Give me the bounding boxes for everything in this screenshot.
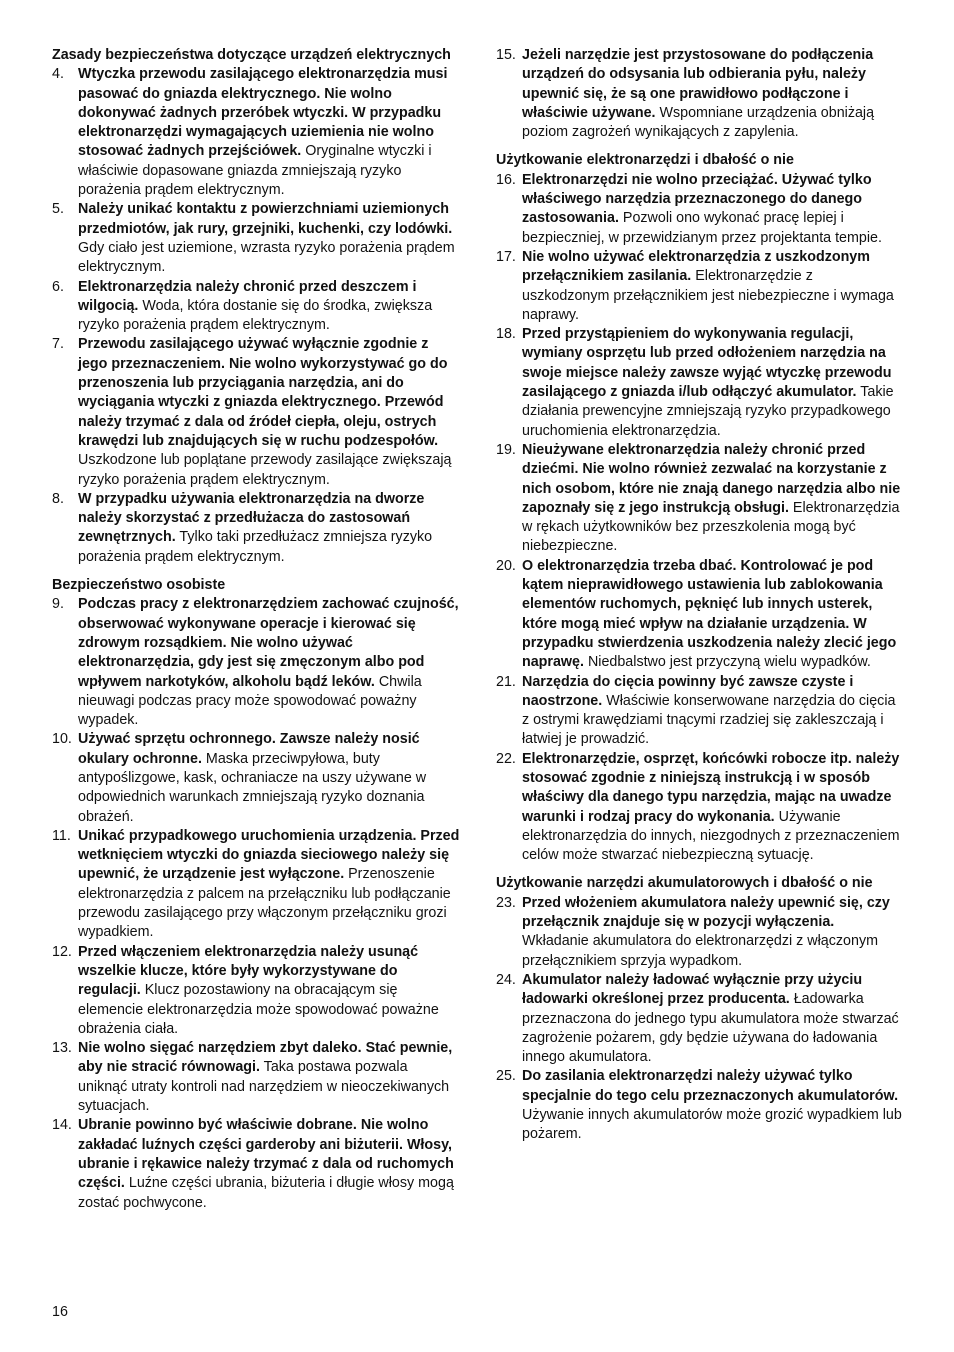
item-number: 23.: [496, 894, 516, 911]
list-item: [496, 894, 904, 971]
item-explanation: Takie działania prewencyjne zmniejszają ryzyko przypadkowego uruchomienia elektronarzędzia.: [522, 384, 894, 439]
item-instruction: Przed przystąpieniem do wykonywania regulacji, wymiany osprzętu lub przed odłożeniem narzędzia na swoje miejsce należy zawsze wyjąć wtyczkę przewodu zasilającego z gniazda i/lub odłączyć akumulator.: [522, 326, 892, 401]
item-number: 15.: [496, 47, 516, 63]
item-number: 9.: [52, 596, 64, 613]
item-number: 17.: [496, 248, 516, 265]
section-heading: Użytkowanie elektronarzędzi i dbałość o nie: [496, 152, 794, 169]
item-instruction: Podczas pracy z elektronarzędziem zachować czujność, obserwować wykonywane operacje i kierować się zdrowym rozsądkiem. Nie wolno używać elektronarzędzia, gdy jest się zmęczonym albo pod wpływem narkotyków, alkoholu bądź leków.: [78, 596, 459, 690]
item-instruction: Nie wolno używać elektronarzędzia z uszkodzonym przełącznikiem zasilania.: [522, 248, 870, 285]
item-instruction: Unikać przypadkowego uruchomienia urządzenia. Przed wetknięciem wtyczki do gniazda sieciowego należy się upewnić, że urządzenie jest wyłączone.: [78, 827, 460, 883]
item-number: 18.: [496, 326, 516, 343]
item-number: 24.: [496, 971, 516, 988]
item-number: 19.: [496, 441, 516, 458]
item-explanation: Chwila nieuwagi podczas pracy może spowodować poważny wypadek.: [78, 673, 422, 729]
item-number: 7.: [52, 336, 64, 353]
page-number: 16: [52, 1304, 68, 1320]
list-item: [52, 65, 460, 200]
item-number: 6.: [52, 278, 64, 295]
item-explanation: Używanie elektronarzędzia do innych, niezgodnych z przeznaczeniem celów może stwarzać niebezpieczną sytuację.: [522, 808, 900, 864]
list-item: [52, 200, 460, 277]
item-instruction: Akumulator należy ładować wyłącznie przy użyciu ładowarki określonej przez producenta.: [522, 971, 863, 1008]
item-explanation: Wspomniane urządzenia obniżają poziom zagrożeń wynikających z zapylenia.: [522, 104, 875, 141]
item-explanation: Elektronarzędzia w rękach użytkowników bez przeszkolenia mogą być niebezpieczne.: [522, 499, 900, 555]
item-explanation: Uszkodzone lub poplątane przewody zasilające zwiększają ryzyko porażenia prądem elektrycznym.: [78, 452, 452, 488]
item-instruction: Elektronarzędzi nie wolno przeciążać. Używać tylko właściwego narzędzia przeznaczonego do danego zastosowania.: [522, 171, 872, 227]
item-instruction: Do zasilania elektronarzędzi należy używać tylko specjalnie do tego celu przeznaczonych akumulatorów.: [522, 1068, 899, 1104]
list-item: [52, 1116, 460, 1212]
right-column: [496, 46, 904, 1145]
item-instruction: Należy unikać kontaktu z powierzchniami uziemionych przedmiotów, jak rury, grzejniki, kuchenki, czy lodówki.: [78, 201, 453, 237]
item-explanation: Niedbalstwo jest przyczyną wielu wypadków.: [583, 654, 871, 671]
item-instruction: Ubranie powinno być właściwie dobrane. Nie wolno zakładać luźnych części garderoby ani biżuterii. Włosy, ubranie i rękawice należy trzymać z dala od ruchomych części.: [78, 1117, 454, 1192]
item-number: 11.: [52, 827, 71, 844]
list-item: [496, 1067, 904, 1144]
item-instruction: Wtyczka przewodu zasilającego elektronarzędzia musi pasować do gniazda elektrycznego. Nie wolno dokonywać żadnych przeróbek wtyczki. W przypadku elektronarzędzi wymagających uziemienia nie wolno stosować żadnych przejściówek.: [78, 66, 448, 160]
list-item: [52, 595, 460, 730]
item-explanation: Luźne części ubrania, biżuteria i długie włosy mogą zostać pochwycone.: [78, 1175, 454, 1211]
section-heading: Użytkowanie narzędzi akumulatorowych i dbałość o nie: [496, 875, 873, 892]
item-number: 4.: [52, 66, 64, 83]
item-explanation: Woda, która dostanie się do środka, zwiększa ryzyko porażenia prądem elektrycznym.: [78, 297, 433, 334]
item-number: 16.: [496, 171, 516, 188]
item-explanation: Gdy ciało jest uziemione, wzrasta ryzyko porażenia prądem elektrycznym.: [78, 239, 455, 276]
item-number: 22.: [496, 750, 516, 767]
list-item: [496, 557, 904, 673]
item-instruction: O elektronarzędzia trzeba dbać. Kontrolować je pod kątem nieprawidłowego ustawienia lub zablokowania elementów ruchomych, pęknięć lub innych usterek, które mogą mieć wpływ na działanie urządzenia. W przypadku stwierdzenia uszkodzenia należy zlecić jego naprawę.: [522, 557, 897, 671]
list-item: [496, 325, 904, 441]
item-instruction: Elektronarzędzia należy chronić przed deszczem i wilgocią.: [78, 278, 417, 314]
list-item: [496, 673, 904, 750]
item-number: 5.: [52, 201, 64, 218]
list-item: [496, 971, 904, 1067]
item-instruction: Przed włączeniem elektronarzędzia należy usunąć wszelkie klucze, które były wykorzystywane do regulacji.: [78, 943, 419, 999]
item-instruction: Przed włożeniem akumulatora należy upewnić się, czy przełącznik znajduje się w pozycji wyłączenia.: [522, 894, 890, 931]
item-number: 21.: [496, 673, 516, 690]
item-number: 25.: [496, 1068, 516, 1085]
item-instruction: Używać sprzętu ochronnego. Zawsze należy nosić okulary ochronne.: [78, 731, 420, 767]
list-item: [52, 730, 460, 826]
list-item: [496, 441, 904, 557]
item-number: 10.: [52, 731, 72, 748]
list-item: [496, 248, 904, 325]
item-number: 8.: [52, 490, 64, 507]
item-explanation: Używanie innych akumulatorów może grozić wypadkiem lub pożarem.: [522, 1107, 902, 1143]
item-explanation: Pozwoli ono wykonać pracę lepiej i bezpieczniej, w przewidzianym przez projektanta tempie.: [522, 210, 882, 246]
item-explanation: Maska przeciwpyłowa, buty antypoślizgowe, kask, ochraniacze na uszy używane w odpowiednich warunkach zmniejszają ryzyko doznania obrażeń.: [78, 750, 427, 825]
item-number: 20.: [496, 557, 516, 574]
section-heading: Bezpieczeństwo osobiste: [52, 577, 226, 594]
item-number: 13.: [52, 1040, 72, 1057]
item-instruction: W przypadku używania elektronarzędzia na dworze należy skorzystać z przedłużacza do zastosowań zewnętrznych.: [78, 490, 425, 546]
item-instruction: Przewodu zasilającego używać wyłącznie zgodnie z jego przeznaczeniem. Nie wolno wykorzystywać go do przenoszenia lub przyciągania narzędzia, ani do wyciągania wtyczki z gniazda elektrycznego. Przewód należy trzymać z dala od źródeł ciepła, oleju, ostrych krawędzi lub znajdujących się w ruchu podzespołów.: [78, 336, 448, 449]
item-explanation: Wkładanie akumulatora do elektronarzędzi z włączonym przełącznikiem sprzyja wypadkom.: [522, 933, 878, 969]
list-item: [52, 490, 460, 567]
item-explanation: Ładowarka przeznaczona do jednego typu akumulatora może stwarzać zagrożenie pożarem, gdy będzie używana do ładowania innego akumulatora.: [522, 991, 899, 1066]
item-instruction: Elektronarzędzie, osprzęt, końcówki robocze itp. należy stosować zgodnie z niniejszą instrukcją i w sposób właściwy dla danego typu narzędzia, mając na uwadze warunki i rodzaj pracy do wykonania.: [522, 750, 900, 825]
item-instruction: Jeżeli narzędzie jest przystosowane do podłączenia urządzeń do odsysania lub odbierania pyłu, należy upewnić się, że są one prawidłowo podłączone i właściwie używane.: [522, 47, 874, 121]
item-explanation: Elektronarzędzie z uszkodzonym przełącznikiem jest niebezpieczne i wymaga naprawy.: [522, 268, 894, 323]
item-instruction: Nie wolno sięgać narzędziem zbyt daleko. Stać pewnie, aby nie stracić równowagi.: [78, 1040, 453, 1076]
list-item: [496, 750, 904, 866]
list-item: [52, 827, 460, 943]
list-item: [52, 278, 460, 336]
list-item: [52, 943, 460, 1039]
list-item: [52, 1039, 460, 1116]
list-item: [52, 335, 460, 489]
item-explanation: Właściwie konserwowane narzędzia do cięcia z ostrymi krawędziami tnącymi rzadziej się zakleszczają i łatwiej je prowadzić.: [522, 692, 896, 748]
section-heading: Zasady bezpieczeństwa dotyczące urządzeń elektrycznych: [52, 47, 451, 63]
item-instruction: Narzędzia do cięcia powinny być zawsze czyste i naostrzone.: [522, 673, 854, 709]
item-explanation: Klucz pozostawiony na obracającym się elemencie elektronarzędzia może spowodować poważne obrażenia ciała.: [78, 982, 439, 1037]
item-explanation: Oryginalne wtyczki i właściwie dopasowane gniazda zmniejszają ryzyko porażenia prądem elektrycznym.: [78, 143, 432, 199]
list-item: [496, 46, 904, 142]
list-item: [496, 171, 904, 248]
item-number: 14.: [52, 1117, 72, 1134]
item-explanation: Tylko taki przedłużacz zmniejsza ryzyko porażenia prądem elektrycznym.: [78, 529, 433, 565]
item-number: 12.: [52, 943, 72, 960]
item-explanation: Przenoszenie elektronarzędzia z palcem na przełączniku lub podłączanie przewodu zasilającego przy włączonym przełączniku grozi wypadkiem.: [78, 866, 451, 941]
left-column: [52, 46, 460, 1213]
item-explanation: Taka postawa pozwala uniknąć utraty kontroli nad narzędziem w nieoczekiwanych sytuacjach.: [78, 1059, 450, 1115]
item-instruction: Nieużywane elektronarzędzia należy chronić przed dziećmi. Nie wolno również zezwalać na korzystanie z nich osobom, które nie znają danego narzędzia albo nie zapoznały się z jego instrukcją obsługi.: [522, 441, 901, 516]
